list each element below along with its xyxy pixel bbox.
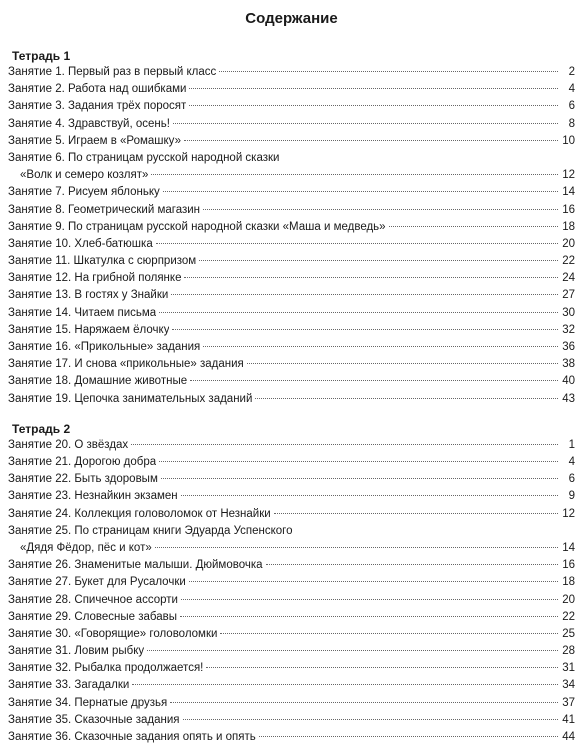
leader-dots [219,70,558,72]
entry-title: Занятие 3. Задания трёх поросят [8,100,187,113]
toc-entry[interactable] [8,116,575,133]
page-number: 40 [562,375,575,388]
toc-entry[interactable] [8,270,575,287]
page-number: 12 [562,507,575,520]
page-number: 2 [568,66,575,78]
leader-dots [190,379,558,381]
leader-dots [172,328,558,330]
section-heading: Тетрадь 1 [12,49,71,63]
toc-entry[interactable] [8,592,575,609]
toc-entry[interactable] [8,150,575,184]
page-number: 8 [568,117,575,130]
entry-title: Занятие 9. По страницам русской народной сказки «Маша и медведь» [8,220,386,233]
entry-title: Занятие 35. Сказочные задания [8,713,180,726]
page-number: 22 [562,255,575,268]
toc-list [8,64,575,408]
toc-entry[interactable] [8,729,575,746]
leader-dots [147,649,558,651]
toc-entry[interactable] [8,712,575,729]
entry-title: Занятие 28. Спичечное ассорти [8,593,178,606]
page-number: 27 [562,289,575,302]
entry-title: Занятие 29. Словесные забавы [8,610,178,623]
page-number: 6 [568,473,575,486]
entry-title: Занятие 12. На грибной полянке [8,272,182,285]
leader-dots [274,512,558,514]
page-number: 36 [562,341,575,354]
leader-dots [189,87,558,89]
entry-title-continued: «Волк и семеро козлят» [20,169,149,182]
leader-dots [159,311,558,313]
section-gap [8,408,575,422]
table-of-contents [8,49,575,746]
entry-title: Занятие 1. Первый раз в первый класс [8,66,217,78]
page-number: 14 [562,186,575,199]
leader-dots [181,494,558,496]
leader-dots [132,683,558,685]
toc-entry[interactable] [8,391,575,408]
page-number: 22 [562,610,575,623]
toc-entry[interactable] [8,287,575,304]
entry-title: Занятие 20. О звёздах [8,438,129,451]
toc-entry[interactable] [8,356,575,373]
leader-dots [155,546,558,548]
leader-dots [159,460,558,462]
entry-title: Занятие 36. Сказочные задания опять и опять [8,731,256,743]
entry-title: Занятие 10. Хлеб-батюшка [8,237,153,250]
leader-dots [255,397,558,399]
leader-dots [247,362,558,364]
page-number: 32 [562,323,575,336]
page-number: 18 [562,220,575,233]
toc-entry[interactable] [8,184,575,201]
leader-dots [180,615,558,617]
entry-title: Занятие 6. По страницам русской народной сказки [8,151,280,164]
toc-entry[interactable] [8,454,575,471]
leader-dots [184,276,558,278]
leader-dots [163,190,558,192]
entry-title: Занятие 32. Рыбалка продолжается! [8,662,204,675]
entry-title: Занятие 11. Шкатулка с сюрпризом [8,255,197,268]
toc-entry[interactable] [8,202,575,219]
page-number: 41 [562,713,575,726]
entry-title: Занятие 16. «Прикольные» задания [8,341,201,354]
entry-title: Занятие 4. Здравствуй, осень! [8,117,170,130]
section-heading: Тетрадь 2 [12,421,71,436]
leader-dots [266,563,558,565]
entry-title-continued: «Дядя Фёдор, пёс и кот» [20,541,152,554]
toc-entry[interactable] [8,660,575,677]
page-number: 25 [562,627,575,640]
entry-title: Занятие 2. Работа над ошибками [8,83,187,96]
leader-dots [171,293,558,295]
entry-title: Занятие 31. Ловим рыбку [8,645,145,658]
leader-dots [184,139,558,141]
page-number: 34 [562,679,575,692]
page-number: 24 [562,272,575,285]
page-number: 4 [568,455,575,468]
toc-entry[interactable] [8,488,575,505]
toc-entry[interactable] [8,643,575,660]
leader-dots [161,477,558,479]
page-number: 18 [562,576,575,589]
leader-dots [183,718,558,720]
toc-entry[interactable] [8,322,575,339]
leader-dots [206,666,558,668]
leader-dots [189,104,558,106]
entry-title: Занятие 5. Играем в «Ромашку» [8,134,181,147]
leader-dots [131,443,558,445]
leader-dots [259,735,558,737]
entry-title: Занятие 30. «Говорящие» головоломки [8,627,218,640]
toc-entry[interactable] [8,81,575,98]
leader-dots [199,259,558,261]
leader-dots [156,242,558,244]
page-number: 4 [568,83,575,96]
page-number: 37 [562,696,575,709]
leader-dots [170,701,558,703]
leader-dots [389,225,558,227]
entry-title: Занятие 25. По страницам книги Эдуарда Успенского [8,524,293,537]
entry-title: Занятие 27. Букет для Русалочки [8,576,186,589]
toc-entry[interactable] [8,253,575,270]
toc-entry[interactable] [8,695,575,712]
toc-entry[interactable] [8,133,575,150]
page-number: 1 [568,438,575,451]
entry-title: Занятие 33. Загадалки [8,679,130,692]
page-number: 38 [562,358,575,371]
page-title: Содержание [245,10,338,27]
leader-dots [189,580,558,582]
toc-entry[interactable] [8,574,575,591]
entry-title: Занятие 19. Цепочка занимательных заданий [8,392,253,405]
entry-title: Занятие 14. Читаем письма [8,306,157,319]
leader-dots [220,632,558,634]
toc-entry[interactable] [8,305,575,322]
page-number: 31 [562,662,575,675]
entry-title: Занятие 18. Домашние животные [8,375,188,388]
toc-entry[interactable] [8,523,575,557]
toc-entry[interactable] [8,339,575,356]
page-number: 20 [562,237,575,250]
page-number: 20 [562,593,575,606]
toc-entry[interactable] [8,98,575,115]
page-number: 10 [562,134,575,147]
toc-entry[interactable] [8,506,575,523]
leader-dots [181,598,558,600]
entry-title: Занятие 17. И снова «прикольные» задания [8,358,244,371]
page-number: 14 [562,541,575,554]
toc-entry[interactable] [8,471,575,488]
leader-dots [203,345,558,347]
entry-title: Занятие 22. Быть здоровым [8,473,158,486]
page-number: 28 [562,645,575,658]
toc-entry[interactable] [8,557,575,574]
entry-title: Занятие 8. Геометрический магазин [8,203,201,216]
toc-entry[interactable] [8,609,575,626]
toc-entry[interactable] [8,437,575,454]
page-number: 16 [562,203,575,216]
leader-dots [203,208,558,210]
toc-entry[interactable] [8,64,575,81]
page-number: 6 [568,100,575,113]
page-number: 44 [562,731,575,743]
toc-entry[interactable] [8,677,575,694]
leader-dots [151,173,558,175]
page-number: 16 [562,559,575,572]
entry-title: Занятие 26. Знаменитые малыши. Дюймовочка [8,559,263,572]
entry-title: Занятие 24. Коллекция головоломок от Незнайки [8,507,271,520]
toc-entry[interactable] [8,373,575,390]
leader-dots [173,122,558,124]
entry-title: Занятие 34. Пернатые друзья [8,696,168,709]
entry-title: Занятие 21. Дорогою добра [8,455,157,468]
page-number: 9 [568,490,575,503]
entry-title: Занятие 7. Рисуем яблоньку [8,186,160,199]
toc-entry[interactable] [8,626,575,643]
page-number: 30 [562,306,575,319]
entry-title: Занятие 13. В гостях у Знайки [8,289,169,302]
entry-title: Занятие 15. Наряжаем ёлочку [8,323,170,336]
page-number: 43 [562,392,575,405]
toc-entry[interactable] [8,236,575,253]
page-number: 12 [562,169,575,182]
toc-entry[interactable] [8,219,575,236]
entry-title: Занятие 23. Незнайкин экзамен [8,490,178,503]
